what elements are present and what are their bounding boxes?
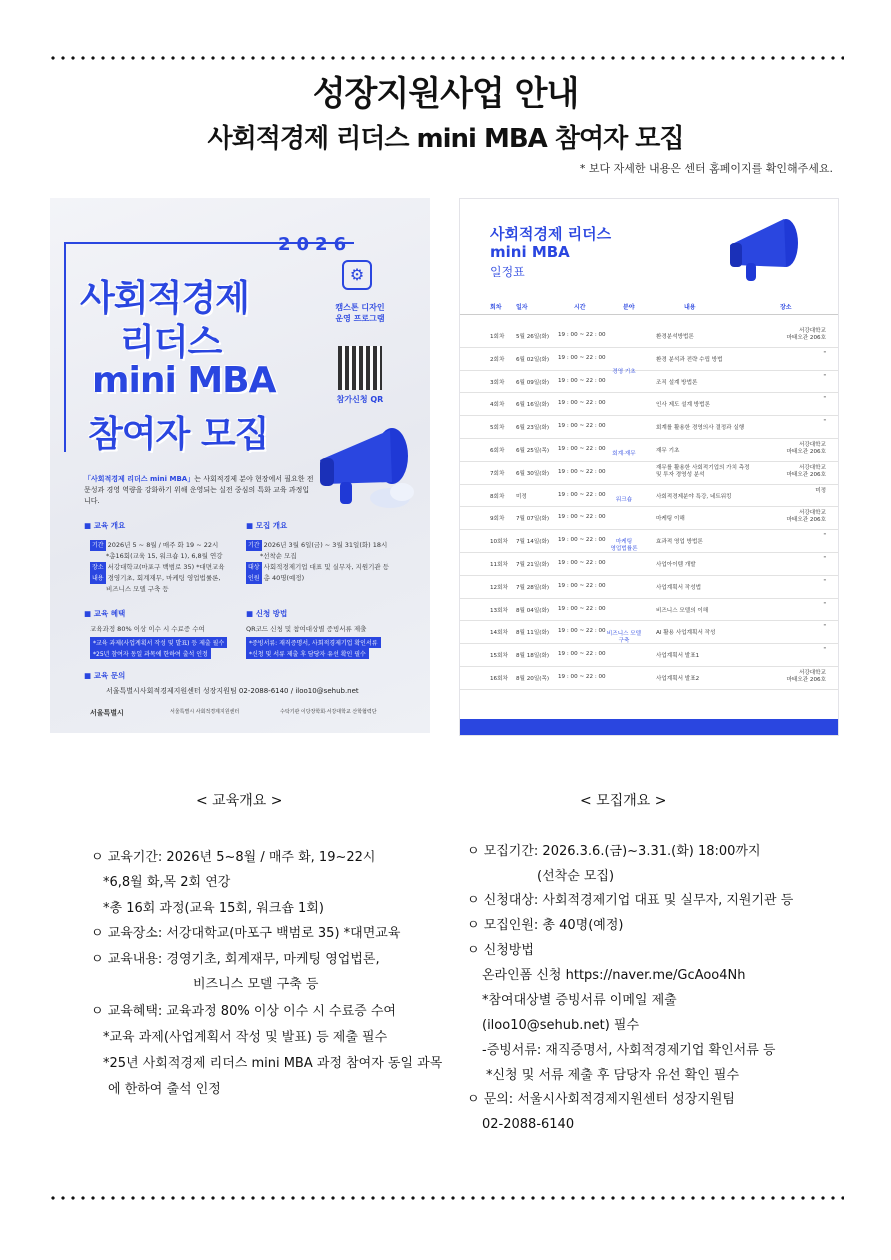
recruit-line: (선착순 모집) <box>537 869 615 884</box>
schedule-cell-no: 14회차 <box>490 630 508 637</box>
schedule-bottom-bar <box>460 719 839 735</box>
poster-apply-2: *증빙서류: 재직증명서, 사회적경제기업 확인서류 <box>246 637 381 648</box>
poster-benefit-1: 교육과정 80% 이상 이수 시 수료증 수여 <box>90 625 205 633</box>
top-dotted-divider <box>48 56 844 60</box>
poster-edu-content: 내용 경영기초, 회계재무, 마케팅 영업법률론, <box>92 574 221 582</box>
schedule-cell-place: 서강대학교 마태오관 206호 <box>786 670 826 683</box>
recruit-line: 온라인폼 신청 https://naver.me/GcAoo4Nh <box>482 968 746 983</box>
category-workshop: 워크숍 <box>615 497 633 503</box>
seoul-logo: 서울특별시 <box>90 709 124 717</box>
schedule-cell-place: " <box>823 647 826 654</box>
schedule-cell-date: 7월 28일(화) <box>516 584 550 591</box>
schedule-cell-content: AI 활용 사업계획서 작성 <box>656 630 716 637</box>
megaphone-icon <box>722 215 812 293</box>
schedule-cell-content: 사업계획서 발표2 <box>656 676 700 682</box>
schedule-cell-place: " <box>823 396 826 403</box>
schedule-cell-time: 19 : 00 ~ 22 : 00 <box>558 354 606 361</box>
category-bizmodel: 비즈니스 모델 구축 <box>606 631 642 644</box>
schedule-cell-content: 마케팅 이해 <box>656 516 685 523</box>
poster-edu-content-2: 비즈니스 모델 구축 등 <box>106 585 169 593</box>
recruit-line: (iloo10@sehub.net) 필수 <box>482 1018 640 1033</box>
poster-intro-text: 는 사회적경제 분야 현장에서 필요한 전문성과 경영 역량을 강화하기 위해 운영되는 실전 중심의 특화 교육 과정입니다. <box>84 475 314 505</box>
schedule-cell-time: 19 : 00 ~ 22 : 00 <box>558 582 606 589</box>
schedule-row <box>460 576 839 599</box>
poster-edu-title: ■ 교육 개요 <box>84 520 125 531</box>
schedule-cell-no: 2회차 <box>490 356 505 363</box>
recruit-line: ㅇ 신청대상: 사회적경제기업 대표 및 실무자, 지원기관 등 <box>467 893 794 908</box>
schedule-cell-time: 19 : 00 ~ 22 : 00 <box>558 377 606 384</box>
schedule-cell-no: 7회차 <box>490 470 505 477</box>
poster-operator: 수탁기관 이당장학회·서강대학교 산학협력단 <box>280 709 377 715</box>
schedule-cell-no: 10회차 <box>490 539 508 546</box>
schedule-cell-no: 12회차 <box>490 584 508 591</box>
schedule-cell-date: 8월 04일(화) <box>516 607 550 614</box>
schedule-image <box>459 198 839 736</box>
schedule-row <box>460 530 839 553</box>
schedule-cell-time: 19 : 00 ~ 22 : 00 <box>558 332 606 338</box>
schedule-cell-no: 11회차 <box>490 562 508 568</box>
poster-apply-3: *신청 및 서류 제출 후 담당자 유선 확인 필수 <box>246 648 369 659</box>
schedule-cell-date: 8월 20일(목) <box>516 676 550 682</box>
category-finance: 회계·재무 <box>612 451 636 457</box>
poster-contact: 서울특별시사회적경제지원센터 성장지원팀 02-2088-6140 / iloo10@sehub.net <box>106 687 359 695</box>
poster-edu-place: 장소 서강대학교(마포구 백범로 35) *대면교육 <box>92 563 225 571</box>
schedule-cell-time: 19 : 00 ~ 22 : 00 <box>558 446 606 452</box>
schedule-cell-time: 19 : 00 ~ 22 : 00 <box>558 468 606 475</box>
schedule-cell-date: 7월 14일(화) <box>516 539 550 546</box>
schedule-cell-place: " <box>823 419 826 426</box>
poster-year: 2026 <box>278 234 353 255</box>
recruit-line: ㅇ 신청방법 <box>467 943 534 958</box>
schedule-row <box>460 621 839 644</box>
schedule-cell-date: 미정 <box>516 493 527 500</box>
schedule-cell-date: 6월 30일(화) <box>516 470 550 477</box>
schedule-row <box>460 462 839 485</box>
schedule-cell-place: 미정 <box>815 487 826 494</box>
recruit-line: ㅇ 문의: 서울시사회적경제지원센터 성장지원팀 <box>467 1092 735 1107</box>
poster-headline-3: mini MBA <box>92 360 276 401</box>
schedule-cell-date: 6월 25일(목) <box>516 448 550 454</box>
schedule-cell-place: " <box>823 350 826 357</box>
schedule-cell-date: 7월 21일(화) <box>516 562 550 568</box>
poster-recruit-count: 인원 총 40명(예정) <box>248 574 305 582</box>
qr-code-icon <box>338 346 382 390</box>
schedule-cell-place: " <box>823 578 826 585</box>
schedule-row <box>460 667 839 690</box>
schedule-row <box>460 644 839 667</box>
megaphone-icon <box>310 426 420 516</box>
schedule-row <box>460 599 839 622</box>
schedule-cell-content: 인사 제도 설계 방법론 <box>656 402 710 409</box>
poster-recruit-target: 대상 사회적경제기업 대표 및 실무자, 지원기관 등 <box>248 563 390 571</box>
poster-headline-2: 리더스 <box>120 322 222 363</box>
schedule-cell-date: 6월 23일(화) <box>516 425 550 432</box>
poster-recruit-note: *선착순 모집 <box>260 552 297 560</box>
recruit-line: 02-2088-6140 <box>482 1117 575 1132</box>
schedule-cell-date: 5월 26일(화) <box>516 334 550 340</box>
schedule-cell-time: 19 : 00 ~ 22 : 00 <box>558 514 606 521</box>
education-line: *총 16회 과정(교육 15회, 워크숍 1회) <box>103 901 324 916</box>
recruit-line: -증빙서류: 재직증명서, 사회적경제기업 확인서류 등 <box>482 1043 776 1058</box>
schedule-row <box>460 485 839 508</box>
education-line: *교육 과제(사업계획서 작성 및 발표) 등 제출 필수 <box>103 1030 388 1045</box>
schedule-cell-no: 5회차 <box>490 425 505 432</box>
schedule-row <box>460 439 839 462</box>
education-line: ㅇ 교육기간: 2026년 5~8월 / 매주 화, 19~22시 <box>91 850 376 865</box>
schedule-cell-time: 19 : 00 ~ 22 : 00 <box>558 560 606 566</box>
gear-icon: ⚙ <box>342 260 372 290</box>
schedule-cell-time: 19 : 00 ~ 22 : 00 <box>558 423 606 430</box>
education-heading: < 교육개요 > <box>196 793 283 809</box>
schedule-row <box>460 507 839 530</box>
education-line: 에 한하여 출석 인정 <box>108 1082 221 1097</box>
schedule-cell-place: 서강대학교 마태오관 206호 <box>786 442 826 455</box>
schedule-row <box>460 416 839 439</box>
schedule-cell-time: 19 : 00 ~ 22 : 00 <box>558 605 606 612</box>
center-logo: 서울특별시 사회적경제지원센터 <box>170 709 240 715</box>
page-subtitle: 사회적경제 리더스 mini MBA 참여자 모집 <box>207 124 684 154</box>
poster-intro-highlight: 「사회적경제 리더스 mini MBA」 <box>84 475 195 483</box>
schedule-cell-no: 13회차 <box>490 607 508 614</box>
poster-benefit-2: *교육 과제(사업계획서 작성 및 발표) 등 제출 필수 <box>90 637 227 648</box>
schedule-cell-place: 서강대학교 마태오관 206호 <box>786 464 826 478</box>
recruitment-poster-image <box>50 198 430 733</box>
schedule-cell-content: 환경분석방법론 <box>656 334 694 340</box>
category-basic: 경영 기초 <box>612 369 636 375</box>
poster-icon-label: 캠스톤 디자인 운영 프로그램 <box>335 303 385 323</box>
recruit-line: ㅇ 모집기간: 2026.3.6.(금)~3.31.(화) 18:00까지 <box>467 844 761 859</box>
schedule-cell-date: 6월 16일(화) <box>516 402 550 409</box>
schedule-cell-place: " <box>823 601 826 608</box>
poster-headline-1: 사회적경제 <box>80 278 249 319</box>
schedule-row <box>460 371 839 394</box>
poster-headline-4: 참여자 모집 <box>88 414 269 455</box>
schedule-cell-date: 6월 09일(화) <box>516 379 550 386</box>
poster-edu-period-note: *총16회(교육 15, 워크숍 1), 6,8월 연강 <box>106 552 223 560</box>
schedule-cell-time: 19 : 00 ~ 22 : 00 <box>558 628 606 635</box>
schedule-cell-place: " <box>823 533 826 540</box>
recruit-heading: < 모집개요 > <box>580 793 667 809</box>
schedule-row <box>460 325 839 348</box>
schedule-row <box>460 393 839 416</box>
schedule-cell-no: 6회차 <box>490 448 505 454</box>
schedule-cell-content: 환경 분석과 전략 수립 방법 <box>656 356 723 363</box>
schedule-cell-time: 19 : 00 ~ 22 : 00 <box>558 400 606 407</box>
education-line: ㅇ 교육장소: 서강대학교(마포구 백범로 35) *대면교육 <box>91 926 401 941</box>
schedule-cell-no: 9회차 <box>490 516 505 523</box>
schedule-cell-no: 1회차 <box>490 334 505 340</box>
schedule-cell-content: 사업아이템 개발 <box>656 562 696 568</box>
schedule-cell-date: 6월 02일(화) <box>516 356 550 363</box>
poster-edu-period: 기간 2026년 5 ~ 8월 / 매주 화 19 ~ 22시 <box>92 541 219 549</box>
education-line: ㅇ 교육내용: 경영기초, 회계재무, 마케팅 영업법론, <box>91 952 380 967</box>
poster-benefit-3: *25년 참여자 동일 과목에 한하여 출석 인정 <box>90 648 211 659</box>
poster-contact-title: ■ 교육 문의 <box>84 670 125 681</box>
poster-apply-title: ■ 신청 방법 <box>246 608 287 619</box>
poster-qr-label: 참가신청 QR <box>336 395 384 404</box>
schedule-row <box>460 348 839 371</box>
recruit-line: ㅇ 모집인원: 총 40명(예정) <box>467 918 624 933</box>
schedule-cell-place: " <box>823 556 826 562</box>
schedule-cell-content: 조직 설계 방법론 <box>656 379 698 386</box>
education-line: *6,8월 화,목 2회 연강 <box>103 875 231 890</box>
recruit-line: *참여대상별 증빙서류 이메일 제출 <box>482 993 677 1008</box>
schedule-cell-time: 19 : 00 ~ 22 : 00 <box>558 674 606 680</box>
page-title: 성장지원사업 안내 <box>312 74 579 114</box>
schedule-cell-no: 4회차 <box>490 402 505 409</box>
schedule-cell-content: 재무 기초 <box>656 448 680 454</box>
education-line: 비즈니스 모델 구축 등 <box>193 977 319 992</box>
schedule-cell-date: 7월 07일(화) <box>516 516 550 523</box>
schedule-cell-content: 비즈니스 모델의 이해 <box>656 607 709 614</box>
schedule-cell-content: 회계를 활용한 경영의사 결정과 실행 <box>656 425 745 432</box>
poster-apply-1: QR코드 신청 및 참여대상별 증빙서류 제출 <box>246 625 367 633</box>
bottom-dotted-divider <box>48 1196 844 1200</box>
schedule-cell-time: 19 : 00 ~ 22 : 00 <box>558 491 606 498</box>
schedule-cell-place: 서강대학교 마태오관 206호 <box>786 510 826 524</box>
poster-benefit-title: ■ 교육 혜택 <box>84 608 125 619</box>
schedule-cell-no: 3회차 <box>490 379 505 386</box>
schedule-title-3: 일정표 <box>490 265 525 279</box>
homepage-note: * 보다 자세한 내용은 센터 홈페이지를 확인해주세요. <box>579 162 833 175</box>
education-line: ㅇ 교육혜택: 교육과정 80% 이상 이수 시 수료증 수여 <box>91 1004 396 1019</box>
schedule-title-1: 사회적경제 리더스 <box>490 225 612 243</box>
schedule-cell-date: 8월 11일(화) <box>516 630 550 637</box>
education-line: *25년 사회적경제 리더스 mini MBA 과정 참여자 동일 과목 <box>103 1056 443 1071</box>
schedule-cell-place: " <box>823 624 826 631</box>
poster-recruit-title: ■ 모집 개요 <box>246 520 287 531</box>
schedule-header-row: 회차 일자 시간 분야 내용 장소 <box>460 299 839 315</box>
schedule-cell-content: 사업계획서 작성법 <box>656 584 702 591</box>
schedule-cell-date: 8월 18일(화) <box>516 653 550 660</box>
schedule-cell-no: 16회차 <box>490 676 508 682</box>
schedule-cell-content: 사업계획서 발표1 <box>656 653 700 660</box>
poster-recruit-period: 기간 2026년 3월 6일(금) ~ 3월 31일(화) 18시 <box>248 541 388 549</box>
schedule-cell-place: " <box>823 373 826 380</box>
schedule-cell-place: 서강대학교 마태오관 206호 <box>786 328 826 341</box>
schedule-title-2: mini MBA <box>490 243 570 261</box>
schedule-cell-time: 19 : 00 ~ 22 : 00 <box>558 651 606 658</box>
schedule-cell-no: 15회차 <box>490 653 508 660</box>
poster-intro <box>84 474 314 507</box>
schedule-cell-no: 8회차 <box>490 493 505 500</box>
schedule-cell-content: 효과적 영업 방법론 <box>656 539 703 546</box>
schedule-cell-time: 19 : 00 ~ 22 : 00 <box>558 537 606 544</box>
schedule-cell-content: 사회적경제분야 특강, 네트워킹 <box>656 493 732 500</box>
schedule-row <box>460 553 839 576</box>
category-marketing: 마케팅 영업법률론 <box>610 539 638 552</box>
recruit-line: *신청 및 서류 제출 후 담당자 유선 확인 필수 <box>486 1068 740 1083</box>
schedule-cell-content: 재무를 활용한 사회적기업의 가치 측정 및 투자 경영성 분석 <box>656 464 750 478</box>
